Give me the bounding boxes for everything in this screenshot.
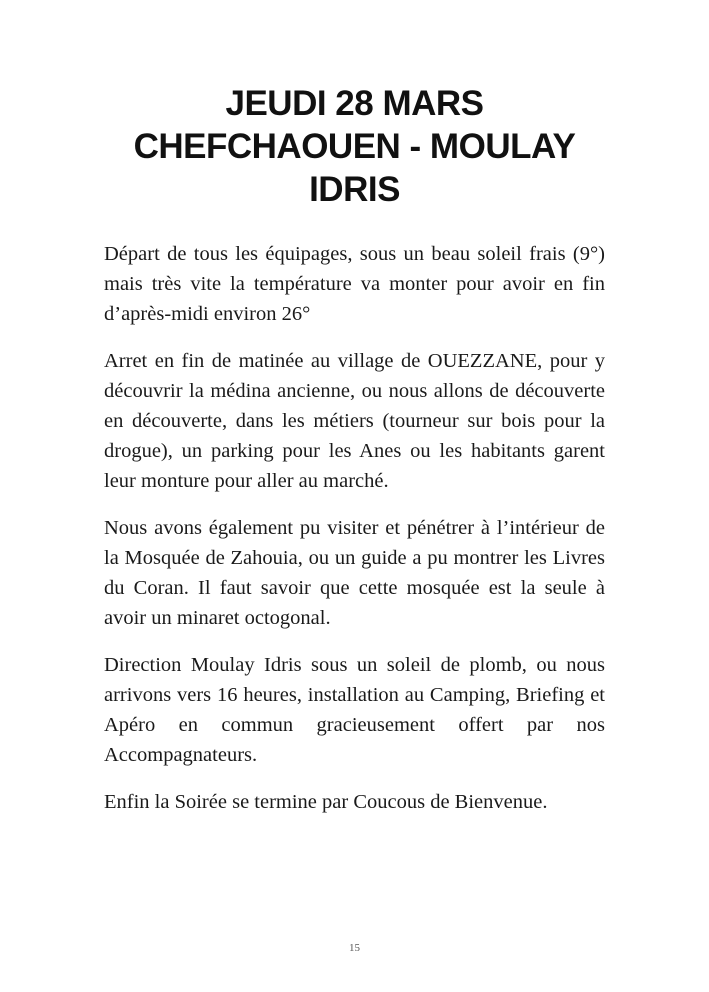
page-title [60,82,649,211]
paragraph-evening: Enfin la Soirée se termine par Coucous de Bienvenue. [104,791,548,813]
paragraph-departure: Départ de tous les équipages, sous un beau soleil frais (9°) mais très vite la température va monter pour avoir en fin d’après-midi environ 26° [104,243,605,325]
title-line-destination: IDRIS [309,170,400,209]
paragraph-ouezzane: Arret en fin de matinée au village de OUEZZANE, pour y découvrir la médina ancienne, ou nous allons de découverte en découverte, dans les métiers (tourneur sur bois pour la drogue), un parking pour les Anes ou les habitants garent leur monture pour aller au marché. [104,350,605,492]
title-line-date: JEUDI 28 MARS [225,84,484,123]
paragraph-moulay-idris: Direction Moulay Idris sous un soleil de plomb, ou nous arrivons vers 16 heures, installation au Camping, Briefing et Apéro en commun gracieusement offert par nos Accompagnateurs. [104,654,605,766]
title-line-route: CHEFCHAOUEN - MOULAY [133,127,576,166]
page-number: 15 [349,942,360,954]
paragraph-mosque: Nous avons également pu visiter et pénétrer à l’intérieur de la Mosquée de Zahouia, ou un guide a pu montrer les Livres du Coran. Il faut savoir que cette mosquée est la seule à avoir un minaret octogonal. [104,517,605,629]
document-body [104,239,605,834]
